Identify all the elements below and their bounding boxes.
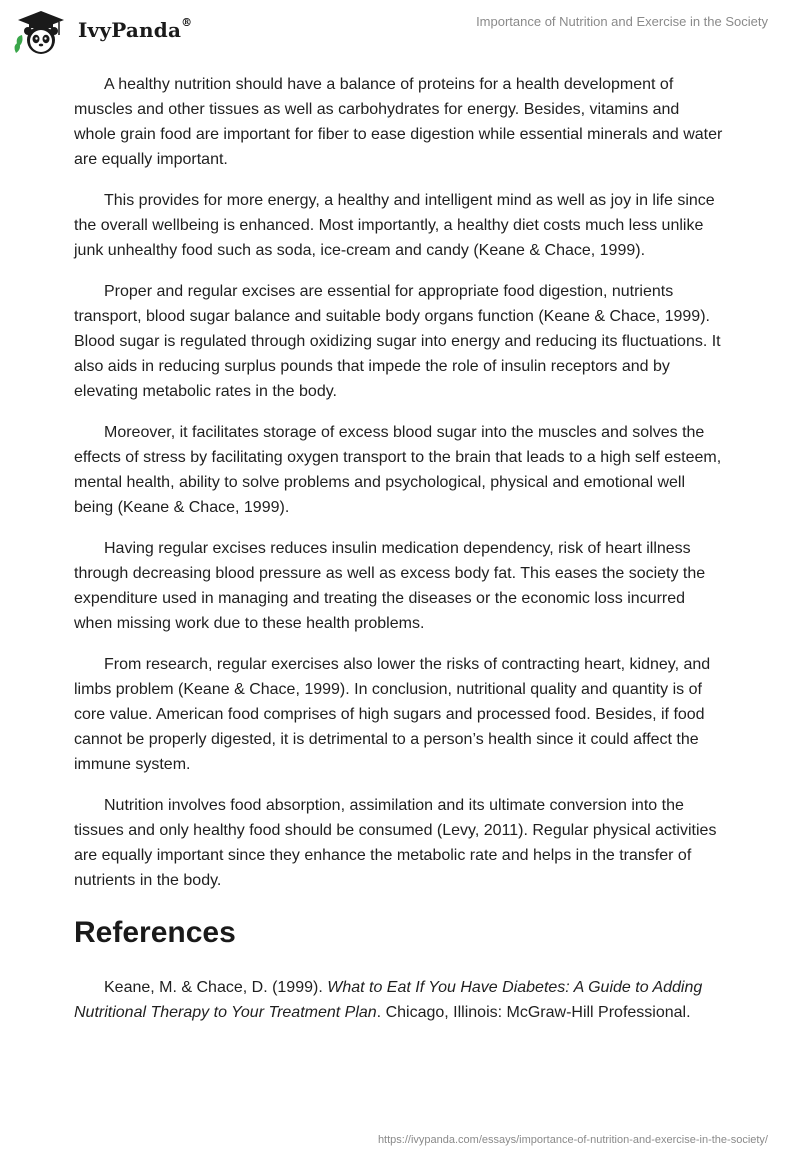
logo-wordmark: IvyPanda® [78,16,193,42]
reference-entry [74,975,724,1025]
reference-title: What to Eat If You Have Diabetes: A Guide to Adding Nutritional Therapy to Your Treatment Plan [74,979,703,1021]
body-paragraph: From research, regular exercises also lower the risks of contracting heart, kidney, and limbs problem (Keane & Chace, 1999). In conclusion, nutritional quality and quantity is of core value. American food comprises of high sugars and processed food. Besides, if food cannot be properly digested, it is detrimental to a person’s health since it could affect the immune system. [74,656,711,773]
source-url[interactable]: https://ivypanda.com/essays/importance-of-nutrition-and-exercise-in-the-society/ [377,1134,768,1146]
body-paragraph: Proper and regular excises are essential for appropriate food digestion, nutrients transport, blood sugar balance and suitable body organs function (Keane & Chace, 1999). Blood sugar is regulated through oxidizing sugar into energy and reducing its fluctuations. It also aids in reducing surplus pounds that impede the role of insulin receptors and by elevating metabolic rates in the body. [74,283,721,400]
body-paragraph: This provides for more energy, a healthy and intelligent mind as well as joy in life since the overall wellbeing is enhanced. Most importantly, a healthy diet costs much less unlike junk unhealthy food such as soda, ice-cream and candy (Keane & Chace, 1999). [74,192,715,259]
body-paragraph: Having regular excises reduces insulin medication dependency, risk of heart illness through decreasing blood pressure as well as excess body fat. This eases the society the expenditure used in managing and treating the diseases or the economic loss incurred when missing work due to these health problems. [74,540,706,632]
references-heading: References [74,916,236,949]
essay-content [74,72,724,1025]
body-paragraph: Moreover, it facilitates storage of excess blood sugar into the muscles and solves the effects of stress by facilitating oxygen transport to the brain that leads to a high self esteem, mental health, ability to solve problems and psychological, physical and emotional well being (Keane & Chace, 1999). [74,424,722,516]
panda-graduate-icon [12,9,70,57]
ivypanda-logo[interactable] [12,9,212,57]
reference-authors: Keane, M. & Chace, D. (1999). [104,979,328,996]
body-paragraph: A healthy nutrition should have a balance of proteins for a health development of muscles and other tissues as well as carbohydrates for energy. Besides, vitamins and whole grain food are important for fiber to ease digestion while essential minerals and water are equally important. [74,76,723,168]
document-title: Importance of Nutrition and Exercise in the Society [476,14,768,29]
body-paragraph: Nutrition involves food absorption, assimilation and its ultimate conversion into the tissues and only healthy food should be consumed (Levy, 2011). Regular physical activities are equally important since they enhance the metabolic rate and helps in the transfer of nutrients in the body. [74,797,717,889]
reference-publisher: . Chicago, Illinois: McGraw-Hill Professional. [376,1004,691,1021]
